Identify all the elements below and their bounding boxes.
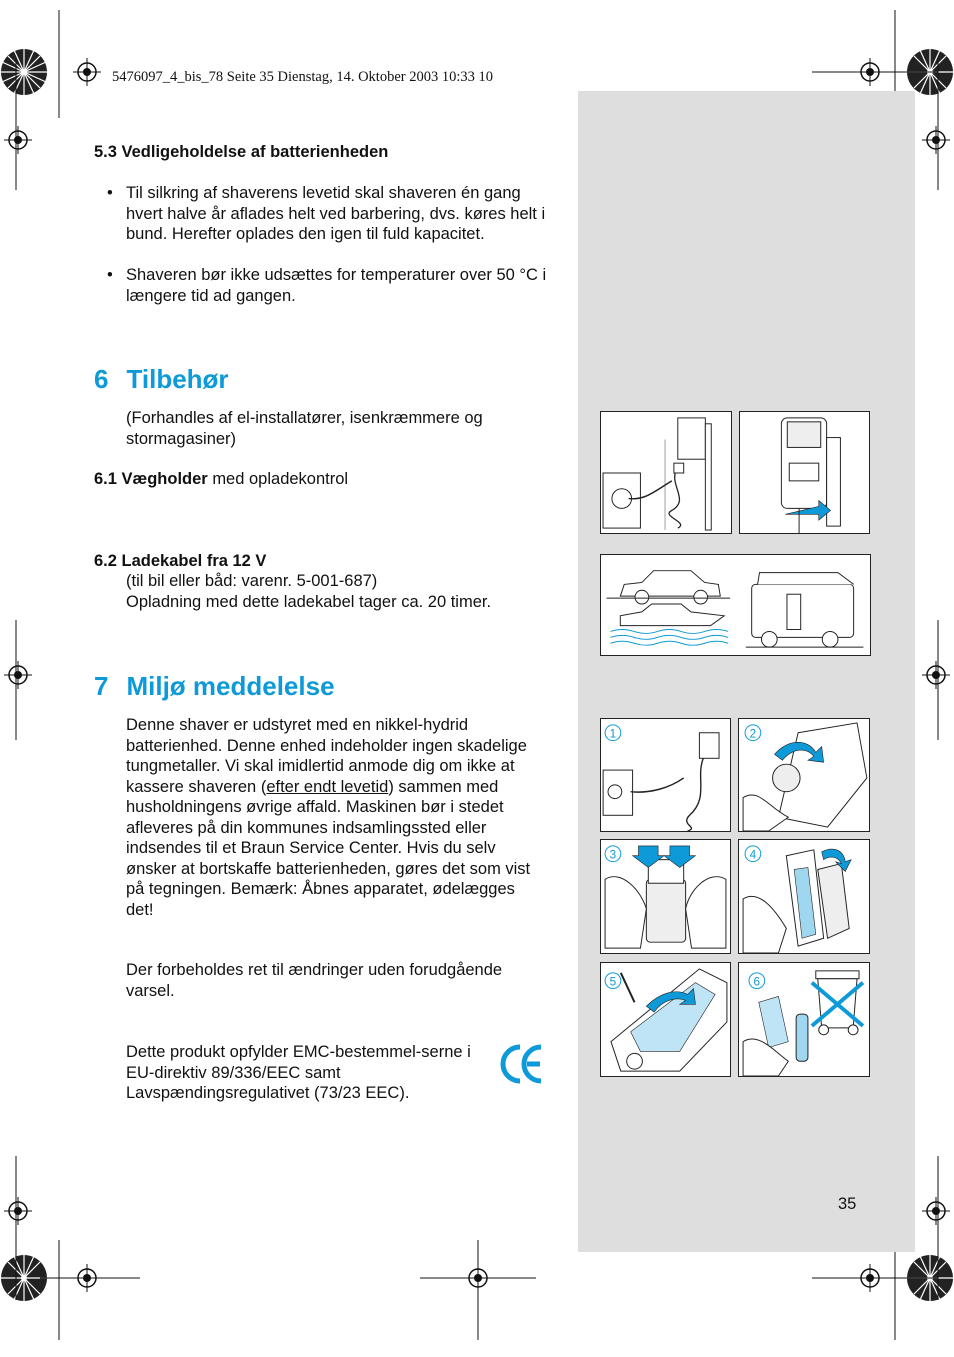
section-7-number: 7 bbox=[94, 671, 109, 701]
step-figure-1 bbox=[600, 718, 731, 832]
print-header: 5476097_4_bis_78 Seite 35 Dienstag, 14. Oktober 2003 10:33 10 bbox=[112, 69, 494, 85]
step-label: 3 bbox=[609, 848, 617, 862]
shaver-in-holder-figure bbox=[739, 411, 870, 534]
list-item: • Shaveren bør ikke udsættes for temperaturer over 50 °C i længere tid ad gangen. bbox=[107, 266, 547, 305]
step-label: 6 bbox=[753, 975, 761, 989]
section-7-para2: Der forbeholdes ret til ændringer uden forudgående varsel. bbox=[126, 961, 503, 1000]
section-6-2-line1: (til bil eller båd: varenr. 5-001-687) bbox=[126, 572, 378, 590]
section-7-para1: Denne shaver er udstyret med en nikkel-hydrid batterienhed. Denne enhed indeholder ingen skadelige tungmetaller. Vi skal imidlertid anmode dig om ikke at kassere shaveren (efter endt levetid) sammen med husholdningens øvrige affald. Maskinen bør i stedet afleveres på din kommunes indsamlingssted eller indsendes til et Braun Service Center. Hvis du selv ønsker at bortskaffe batterienheden, gøres det som vist på tegningen. Bemærk: Åbnes apparatet, ødelægges det! bbox=[126, 716, 531, 919]
step-figure-3 bbox=[600, 839, 731, 954]
section-6-2-title: 6.2 Ladekabel fra 12 V bbox=[94, 552, 267, 570]
section-6-intro: (Forhandles af el-installatører, isenkræmmere og stormagasiner) bbox=[126, 409, 483, 448]
step-figure-5 bbox=[600, 962, 731, 1077]
step-figure-2 bbox=[738, 718, 870, 832]
section-6-heading bbox=[94, 364, 229, 395]
section-6-1: 6.1 Vægholder med opladekontrol bbox=[94, 470, 349, 488]
step-label: 5 bbox=[609, 975, 617, 989]
step-label: 2 bbox=[749, 727, 757, 741]
section-6-title: Tilbehør bbox=[126, 364, 229, 394]
section-6-number: 6 bbox=[94, 364, 109, 394]
bullet-icon: • bbox=[107, 184, 113, 202]
side-panel bbox=[578, 91, 915, 1252]
section-7-para3: Dette produkt opfylder EMC-bestemmel-serne i EU-direktiv 89/336/EEC samt Lavspændingsregulativet (73/23 EEC). bbox=[126, 1043, 471, 1102]
section-6-2-line2: Opladning med dette ladekabel tager ca. 20 timer. bbox=[126, 593, 492, 611]
step-label: 4 bbox=[749, 848, 757, 862]
step-figure-4 bbox=[738, 839, 870, 954]
section-7-title: Miljø meddelelse bbox=[126, 671, 335, 701]
bullet-icon: • bbox=[107, 266, 113, 284]
section-7-heading bbox=[94, 671, 335, 702]
step-figure-6 bbox=[738, 962, 870, 1077]
vehicles-figure bbox=[600, 554, 871, 656]
ce-mark-icon bbox=[500, 1043, 544, 1090]
wall-holder-figure bbox=[600, 411, 732, 534]
step-label: 1 bbox=[609, 727, 617, 741]
page-number: 35 bbox=[838, 1195, 857, 1213]
section-5-3-title: 5.3 Vedligeholdelse af batterienheden bbox=[94, 143, 389, 161]
list-item: • Til silkring af shaverens levetid skal shaveren én gang hvert halve år aflades helt ved barbering, dvs. køres helt i bund. Herefter oplades den igen til fuld kapacitet. bbox=[107, 184, 546, 243]
